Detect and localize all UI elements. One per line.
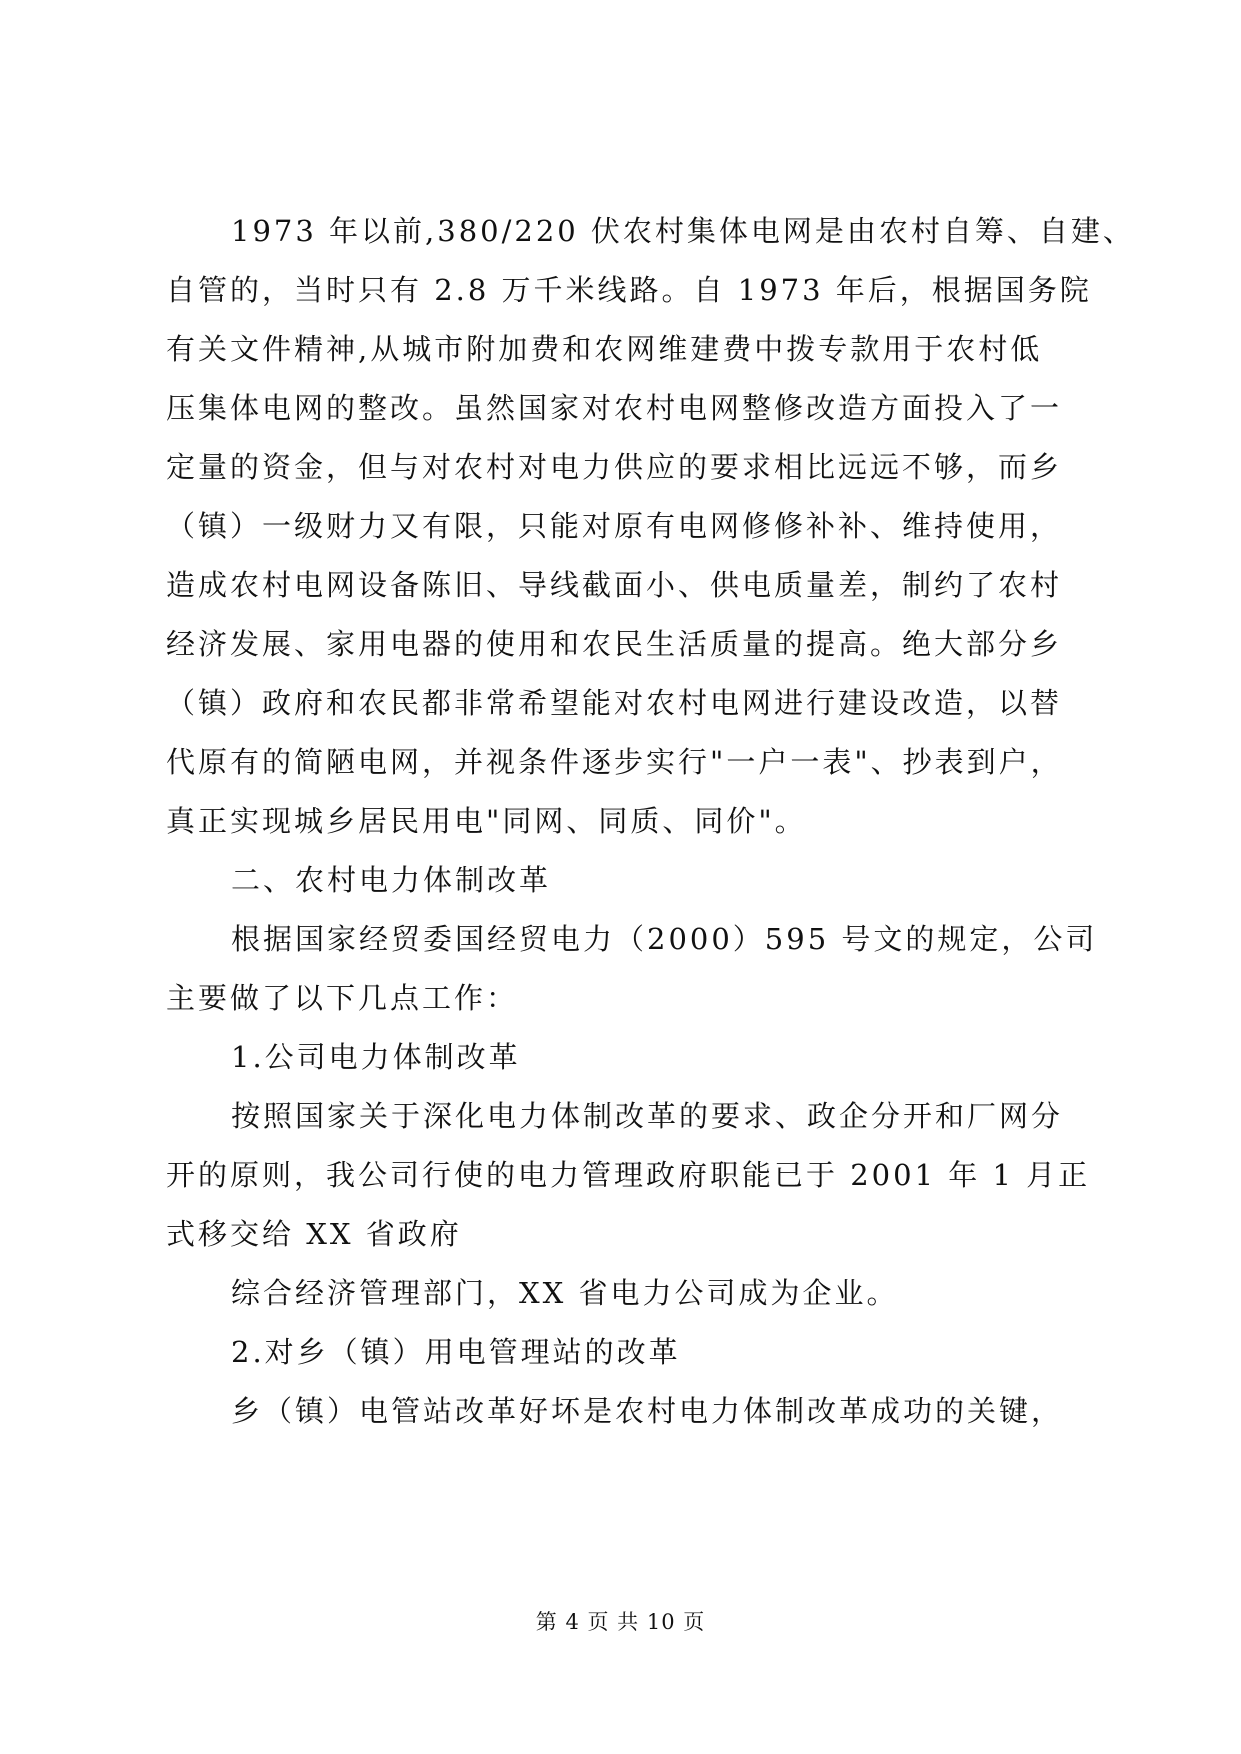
paragraph-line: 综合经济管理部门，XX 省电力公司成为企业。 (231, 1276, 899, 1310)
paragraph-line: 压集体电网的整改。虽然国家对农村电网整修改造方面投入了一 (166, 391, 1063, 425)
paragraph-line: 自管的，当时只有 2.8 万千米线路。自 1973 年后，根据国务院 (166, 273, 1092, 307)
paragraph-line: 根据国家经贸委国经贸电力（2000）595 号文的规定，公司 (231, 922, 1098, 956)
paragraph-line: 1973 年以前,380/220 伏农村集体电网是由农村自筹、自建、 (231, 214, 1135, 248)
paragraph-line: 式移交给 XX 省政府 (166, 1217, 462, 1251)
paragraph-line: （镇）政府和农民都非常希望能对农村电网进行建设改造，以替 (166, 686, 1063, 720)
paragraph-line: 造成农村电网设备陈旧、导线截面小、供电质量差，制约了农村 (166, 568, 1063, 602)
document-body (166, 202, 1135, 1441)
page-number-footer: 第 4 页 共 10 页 (535, 1610, 706, 1634)
section-heading: 二、农村电力体制改革 (231, 863, 552, 897)
paragraph-line: 乡（镇）电管站改革好坏是农村电力体制改革成功的关键， (231, 1394, 1064, 1428)
paragraph-line: 代原有的简陋电网，并视条件逐步实行"一户一表"、抄表到户， (166, 745, 1063, 779)
paragraph-line: 真正实现城乡居民用电"同网、同质、同价"。 (166, 804, 807, 838)
paragraph-line: 开的原则，我公司行使的电力管理政府职能已于 2001 年 1 月正 (166, 1158, 1091, 1192)
paragraph-line: （镇）一级财力又有限，只能对原有电网修修补补、维持使用， (166, 509, 1063, 543)
paragraph-line: 定量的资金，但与对农村对电力供应的要求相比远远不够，而乡 (166, 450, 1063, 484)
paragraph-line: 按照国家关于深化电力体制改革的要求、政企分开和厂网分 (231, 1099, 1064, 1133)
paragraph-line: 主要做了以下几点工作： (166, 981, 519, 1015)
paragraph-line: 有关文件精神,从城市附加费和农网维建费中拨专款用于农村低 (166, 332, 1043, 366)
subsection-heading: 2.对乡（镇）用电管理站的改革 (231, 1335, 681, 1369)
paragraph-line: 经济发展、家用电器的使用和农民生活质量的提高。绝大部分乡 (166, 627, 1063, 661)
subsection-heading: 1.公司电力体制改革 (231, 1040, 521, 1074)
